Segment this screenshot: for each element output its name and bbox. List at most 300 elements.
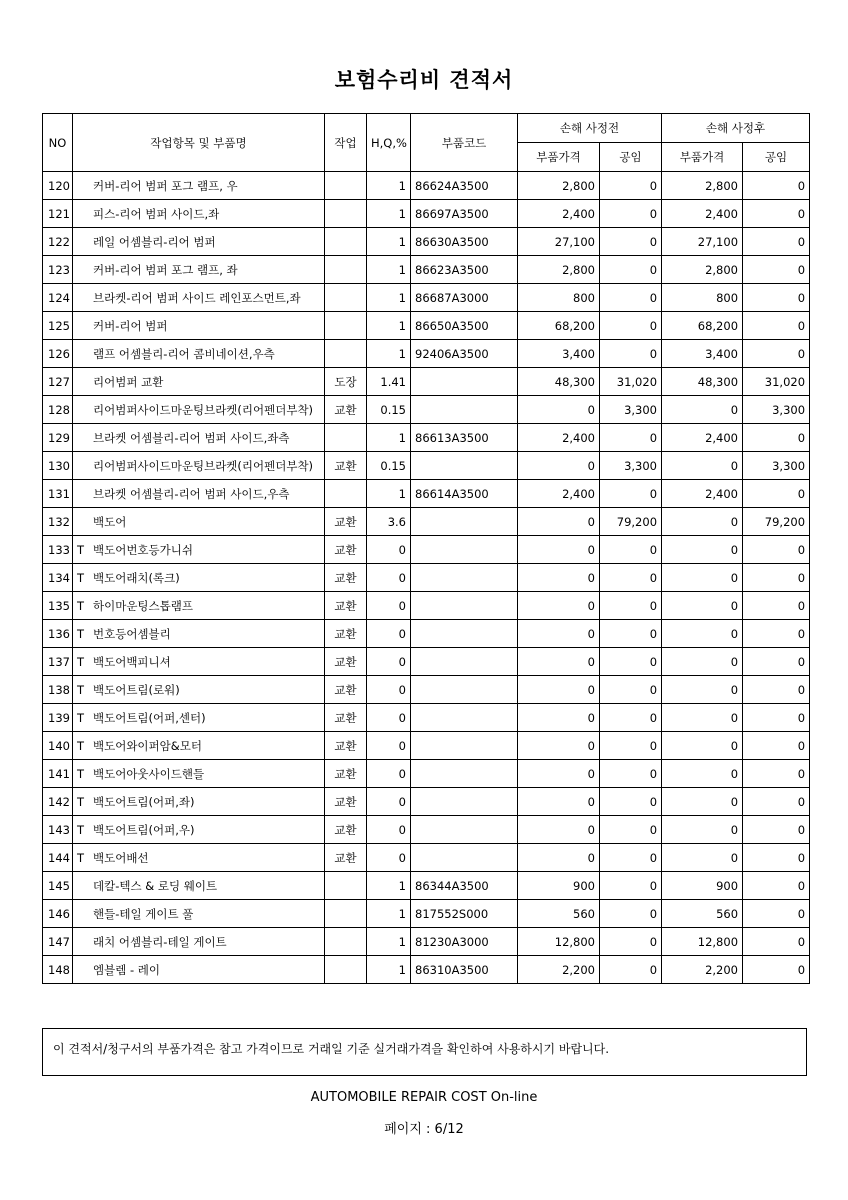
- row-no: 142: [43, 788, 73, 816]
- row-work: [325, 200, 367, 228]
- row-hq: 1: [367, 200, 411, 228]
- row-before-part-price: 0: [518, 564, 600, 592]
- row-item: [73, 732, 325, 760]
- row-before-labor: 79,200: [600, 508, 662, 536]
- row-item: [73, 200, 325, 228]
- row-hq: 0: [367, 620, 411, 648]
- row-after-labor: 0: [743, 872, 810, 900]
- row-before-part-price: 0: [518, 704, 600, 732]
- row-work: [325, 956, 367, 984]
- row-hq: 0: [367, 844, 411, 872]
- row-item: [73, 620, 325, 648]
- row-after-part-price: 2,400: [662, 200, 743, 228]
- header-item: 작업항목 및 부품명: [73, 114, 325, 172]
- row-work: 교환: [325, 732, 367, 760]
- row-before-labor: 0: [600, 424, 662, 452]
- row-after-part-price: 0: [662, 396, 743, 424]
- row-no: 132: [43, 508, 73, 536]
- row-after-labor: 0: [743, 256, 810, 284]
- row-item-label: 백도어백피니셔: [93, 654, 171, 669]
- row-hq: 0: [367, 592, 411, 620]
- row-after-labor: 0: [743, 816, 810, 844]
- row-after-part-price: 0: [662, 704, 743, 732]
- row-before-labor: 0: [600, 900, 662, 928]
- row-item-label: 커버-리어 범퍼: [93, 318, 168, 333]
- row-after-labor: 0: [743, 760, 810, 788]
- row-item: [73, 760, 325, 788]
- row-no: 124: [43, 284, 73, 312]
- row-after-labor: 0: [743, 732, 810, 760]
- table-row: [43, 564, 810, 592]
- table-row: [43, 536, 810, 564]
- row-code: 86344A3500: [411, 872, 518, 900]
- row-hq: 1: [367, 172, 411, 200]
- row-item-label: 리어범퍼 교환: [93, 374, 164, 389]
- row-item-label: 번호등어셈블리: [93, 626, 171, 641]
- row-after-labor: 0: [743, 284, 810, 312]
- row-before-part-price: 27,100: [518, 228, 600, 256]
- row-before-labor: 0: [600, 956, 662, 984]
- row-hq: 0: [367, 536, 411, 564]
- row-after-part-price: 900: [662, 872, 743, 900]
- row-hq: 0: [367, 760, 411, 788]
- row-before-part-price: 2,400: [518, 424, 600, 452]
- row-item-label: 레일 어셈블리-리어 범퍼: [93, 234, 216, 249]
- row-code: [411, 844, 518, 872]
- row-before-labor: 0: [600, 592, 662, 620]
- row-work: [325, 928, 367, 956]
- row-t-flag: T: [77, 598, 85, 613]
- table-row: [43, 172, 810, 200]
- row-t-flag: T: [77, 682, 85, 697]
- row-hq: 1: [367, 872, 411, 900]
- row-no: 145: [43, 872, 73, 900]
- row-before-labor: 0: [600, 564, 662, 592]
- row-after-part-price: 0: [662, 760, 743, 788]
- row-item-label: 데칼-텍스 & 로딩 웨이트: [93, 878, 218, 893]
- row-no: 137: [43, 648, 73, 676]
- row-code: 86624A3500: [411, 172, 518, 200]
- row-after-part-price: 0: [662, 788, 743, 816]
- row-after-labor: 0: [743, 312, 810, 340]
- row-after-labor: 0: [743, 900, 810, 928]
- row-after-part-price: 2,800: [662, 172, 743, 200]
- row-after-part-price: 0: [662, 676, 743, 704]
- row-work: 교환: [325, 396, 367, 424]
- table-row: [43, 844, 810, 872]
- row-before-labor: 0: [600, 704, 662, 732]
- row-work: [325, 284, 367, 312]
- table-row: [43, 340, 810, 368]
- row-no: 148: [43, 956, 73, 984]
- row-no: 141: [43, 760, 73, 788]
- row-after-part-price: 3,400: [662, 340, 743, 368]
- row-hq: 1: [367, 312, 411, 340]
- row-no: 127: [43, 368, 73, 396]
- row-code: 86630A3500: [411, 228, 518, 256]
- row-after-labor: 0: [743, 172, 810, 200]
- row-after-part-price: 0: [662, 564, 743, 592]
- row-no: 134: [43, 564, 73, 592]
- row-after-labor: 0: [743, 340, 810, 368]
- table-row: [43, 592, 810, 620]
- table-row: [43, 872, 810, 900]
- footer-text: AUTOMOBILE REPAIR COST On-line: [310, 1090, 538, 1105]
- row-work: [325, 480, 367, 508]
- row-no: 140: [43, 732, 73, 760]
- row-before-labor: 0: [600, 844, 662, 872]
- row-after-labor: 0: [743, 928, 810, 956]
- row-item: [73, 312, 325, 340]
- row-before-part-price: 0: [518, 620, 600, 648]
- row-hq: 1: [367, 928, 411, 956]
- row-t-flag: T: [77, 766, 85, 781]
- row-hq: 3.6: [367, 508, 411, 536]
- row-hq: 1: [367, 424, 411, 452]
- row-before-part-price: 0: [518, 732, 600, 760]
- row-hq: 1: [367, 228, 411, 256]
- row-item-label: 리어범퍼사이드마운팅브라켓(리어펜더부착): [93, 402, 314, 417]
- row-code: 86614A3500: [411, 480, 518, 508]
- row-after-part-price: 2,200: [662, 956, 743, 984]
- row-item: [73, 564, 325, 592]
- row-after-part-price: 2,400: [662, 424, 743, 452]
- row-before-part-price: 2,200: [518, 956, 600, 984]
- row-after-labor: 0: [743, 200, 810, 228]
- row-after-labor: 0: [743, 788, 810, 816]
- row-code: [411, 816, 518, 844]
- row-item: [73, 956, 325, 984]
- row-item-label: 백도어번호등가니쉬: [93, 542, 193, 557]
- row-hq: 0: [367, 564, 411, 592]
- row-before-labor: 3,300: [600, 396, 662, 424]
- row-t-flag: T: [77, 570, 85, 585]
- row-item: [73, 788, 325, 816]
- row-before-part-price: 3,400: [518, 340, 600, 368]
- row-after-part-price: 48,300: [662, 368, 743, 396]
- row-code: 86310A3500: [411, 956, 518, 984]
- row-hq: 0: [367, 788, 411, 816]
- row-before-part-price: 0: [518, 676, 600, 704]
- row-hq: 1.41: [367, 368, 411, 396]
- row-code: [411, 368, 518, 396]
- row-item: [73, 676, 325, 704]
- row-before-part-price: 0: [518, 452, 600, 480]
- row-no: 129: [43, 424, 73, 452]
- row-before-labor: 0: [600, 760, 662, 788]
- row-before-part-price: 0: [518, 508, 600, 536]
- row-work: 교환: [325, 452, 367, 480]
- row-work: [325, 900, 367, 928]
- row-item: [73, 816, 325, 844]
- row-before-labor: 0: [600, 312, 662, 340]
- row-item-label: 백도어트림(어퍼,좌): [93, 794, 195, 809]
- table-row: [43, 508, 810, 536]
- row-work: [325, 424, 367, 452]
- row-work: [325, 256, 367, 284]
- row-no: 136: [43, 620, 73, 648]
- row-code: 86650A3500: [411, 312, 518, 340]
- row-item: [73, 424, 325, 452]
- table-row: [43, 424, 810, 452]
- row-before-labor: 31,020: [600, 368, 662, 396]
- row-code: [411, 676, 518, 704]
- table-row: [43, 368, 810, 396]
- header-before-part-price: 부품가격: [518, 143, 600, 172]
- row-after-labor: 0: [743, 480, 810, 508]
- estimate-table: [42, 113, 810, 984]
- row-work: [325, 340, 367, 368]
- row-item: [73, 536, 325, 564]
- table-row: [43, 228, 810, 256]
- row-after-labor: 0: [743, 956, 810, 984]
- row-item-label: 백도어아웃사이드핸들: [93, 766, 205, 781]
- row-item-label: 엠블렘 - 레이: [93, 962, 161, 977]
- row-before-part-price: 12,800: [518, 928, 600, 956]
- row-item-label: 백도어래치(록크): [93, 570, 180, 585]
- row-work: 교환: [325, 648, 367, 676]
- row-before-part-price: 2,400: [518, 200, 600, 228]
- row-no: 139: [43, 704, 73, 732]
- row-after-part-price: 0: [662, 844, 743, 872]
- table-body: [43, 172, 810, 984]
- row-after-part-price: 0: [662, 732, 743, 760]
- row-no: 135: [43, 592, 73, 620]
- row-item-label: 백도어트림(로워): [93, 682, 180, 697]
- row-item: [73, 228, 325, 256]
- row-work: 교환: [325, 620, 367, 648]
- row-before-labor: 0: [600, 928, 662, 956]
- table-row: [43, 452, 810, 480]
- row-item-label: 브라켓-리어 범퍼 사이드 레인포스먼트,좌: [93, 290, 301, 305]
- row-before-labor: 0: [600, 536, 662, 564]
- table-row: [43, 900, 810, 928]
- row-code: 817552S000: [411, 900, 518, 928]
- row-work: 도장: [325, 368, 367, 396]
- row-after-labor: 0: [743, 648, 810, 676]
- row-before-labor: 0: [600, 620, 662, 648]
- row-before-labor: 0: [600, 200, 662, 228]
- row-code: 86687A3000: [411, 284, 518, 312]
- row-code: 86623A3500: [411, 256, 518, 284]
- row-item-label: 램프 어셈블리-리어 콤비네이션,우측: [93, 346, 275, 361]
- row-item-label: 브라켓 어셈블리-리어 범퍼 사이드,우측: [93, 486, 290, 501]
- table-row: [43, 648, 810, 676]
- row-no: 147: [43, 928, 73, 956]
- row-item: [73, 928, 325, 956]
- row-after-part-price: 0: [662, 620, 743, 648]
- header-after-labor: 공임: [743, 143, 810, 172]
- table-row: [43, 928, 810, 956]
- row-after-labor: 31,020: [743, 368, 810, 396]
- row-hq: 1: [367, 340, 411, 368]
- row-code: 81230A3000: [411, 928, 518, 956]
- row-item-label: 백도어배선: [93, 850, 149, 865]
- page-number: 페이지 : 6/12: [384, 1122, 464, 1137]
- row-before-part-price: 0: [518, 844, 600, 872]
- table-row: [43, 732, 810, 760]
- row-before-part-price: 68,200: [518, 312, 600, 340]
- row-code: [411, 452, 518, 480]
- row-item: [73, 900, 325, 928]
- row-t-flag: T: [77, 822, 85, 837]
- row-before-labor: 0: [600, 340, 662, 368]
- header-after: 손해 사정후: [662, 114, 810, 143]
- row-after-labor: 3,300: [743, 396, 810, 424]
- row-t-flag: T: [77, 654, 85, 669]
- row-hq: 0.15: [367, 452, 411, 480]
- row-before-part-price: 2,800: [518, 256, 600, 284]
- row-code: [411, 788, 518, 816]
- row-item: [73, 172, 325, 200]
- table-row: [43, 284, 810, 312]
- row-no: 128: [43, 396, 73, 424]
- row-work: [325, 228, 367, 256]
- row-no: 138: [43, 676, 73, 704]
- header-before-labor: 공임: [600, 143, 662, 172]
- row-code: 86697A3500: [411, 200, 518, 228]
- row-code: [411, 732, 518, 760]
- row-no: 131: [43, 480, 73, 508]
- page-title: 보험수리비 견적서: [334, 68, 514, 92]
- row-code: [411, 396, 518, 424]
- table-row: [43, 956, 810, 984]
- row-before-labor: 0: [600, 648, 662, 676]
- row-after-labor: 0: [743, 536, 810, 564]
- row-hq: 1: [367, 480, 411, 508]
- row-item: [73, 592, 325, 620]
- row-item: [73, 844, 325, 872]
- row-item: [73, 508, 325, 536]
- row-item-label: 리어범퍼사이드마운팅브라켓(리어펜더부착): [93, 458, 314, 473]
- row-no: 143: [43, 816, 73, 844]
- row-work: 교환: [325, 788, 367, 816]
- row-after-labor: 0: [743, 424, 810, 452]
- row-before-part-price: 0: [518, 788, 600, 816]
- row-after-labor: 3,300: [743, 452, 810, 480]
- table-row: [43, 676, 810, 704]
- row-before-part-price: 0: [518, 396, 600, 424]
- row-t-flag: T: [77, 626, 85, 641]
- row-item-label: 백도어: [93, 514, 127, 529]
- row-after-labor: 0: [743, 676, 810, 704]
- row-before-part-price: 0: [518, 760, 600, 788]
- row-hq: 1: [367, 284, 411, 312]
- row-before-labor: 0: [600, 872, 662, 900]
- row-after-labor: 0: [743, 592, 810, 620]
- table-row: [43, 312, 810, 340]
- row-code: 86613A3500: [411, 424, 518, 452]
- row-before-part-price: 0: [518, 592, 600, 620]
- table-row: [43, 788, 810, 816]
- row-item: [73, 256, 325, 284]
- row-before-labor: 0: [600, 732, 662, 760]
- row-code: [411, 508, 518, 536]
- table-row: [43, 620, 810, 648]
- row-work: [325, 172, 367, 200]
- header-work: 작업: [325, 114, 367, 172]
- row-after-part-price: 68,200: [662, 312, 743, 340]
- row-before-labor: 0: [600, 172, 662, 200]
- row-after-labor: 0: [743, 620, 810, 648]
- row-item: [73, 452, 325, 480]
- row-no: 125: [43, 312, 73, 340]
- row-work: 교환: [325, 816, 367, 844]
- row-hq: 0: [367, 704, 411, 732]
- row-code: [411, 620, 518, 648]
- row-code: [411, 536, 518, 564]
- row-after-labor: 0: [743, 844, 810, 872]
- row-item-label: 하이마운팅스톱램프: [93, 598, 193, 613]
- row-hq: 0: [367, 732, 411, 760]
- row-before-part-price: 0: [518, 536, 600, 564]
- row-code: 92406A3500: [411, 340, 518, 368]
- row-after-part-price: 0: [662, 452, 743, 480]
- row-t-flag: T: [77, 738, 85, 753]
- row-work: 교환: [325, 844, 367, 872]
- table-row: [43, 760, 810, 788]
- row-before-labor: 0: [600, 228, 662, 256]
- table-row: [43, 816, 810, 844]
- row-hq: 0.15: [367, 396, 411, 424]
- row-item: [73, 396, 325, 424]
- row-work: 교환: [325, 676, 367, 704]
- header-no: NO: [43, 114, 73, 172]
- row-no: 144: [43, 844, 73, 872]
- table-row: [43, 200, 810, 228]
- row-hq: 0: [367, 676, 411, 704]
- row-item: [73, 284, 325, 312]
- row-before-labor: 0: [600, 284, 662, 312]
- row-code: [411, 704, 518, 732]
- row-item-label: 피스-리어 범퍼 사이드,좌: [93, 206, 220, 221]
- notice-box: 이 견적서/청구서의 부품가격은 참고 가격이므로 거래일 기준 실거래가격을 확인하여 사용하시기 바랍니다.: [42, 1028, 807, 1076]
- row-work: 교환: [325, 536, 367, 564]
- row-before-labor: 0: [600, 480, 662, 508]
- row-no: 130: [43, 452, 73, 480]
- header-hq: H,Q,%: [367, 114, 411, 172]
- row-work: 교환: [325, 704, 367, 732]
- row-before-part-price: 0: [518, 648, 600, 676]
- row-no: 122: [43, 228, 73, 256]
- row-work: 교환: [325, 564, 367, 592]
- row-after-labor: 79,200: [743, 508, 810, 536]
- row-before-labor: 0: [600, 816, 662, 844]
- row-item-label: 백도어와이퍼암&모터: [93, 738, 202, 753]
- header-before: 손해 사정전: [518, 114, 662, 143]
- row-before-labor: 0: [600, 256, 662, 284]
- row-no: 126: [43, 340, 73, 368]
- row-item: [73, 704, 325, 732]
- row-item-label: 래치 어셈블리-테일 게이트: [93, 934, 227, 949]
- row-work: 교환: [325, 508, 367, 536]
- row-after-part-price: 0: [662, 536, 743, 564]
- header-after-part-price: 부품가격: [662, 143, 743, 172]
- row-hq: 1: [367, 256, 411, 284]
- row-after-part-price: 27,100: [662, 228, 743, 256]
- row-t-flag: T: [77, 710, 85, 725]
- row-no: 121: [43, 200, 73, 228]
- row-before-part-price: 800: [518, 284, 600, 312]
- row-item: [73, 480, 325, 508]
- row-code: [411, 760, 518, 788]
- row-hq: 1: [367, 900, 411, 928]
- row-before-part-price: 0: [518, 816, 600, 844]
- row-hq: 1: [367, 956, 411, 984]
- row-work: [325, 312, 367, 340]
- table-row: [43, 704, 810, 732]
- row-after-part-price: 0: [662, 508, 743, 536]
